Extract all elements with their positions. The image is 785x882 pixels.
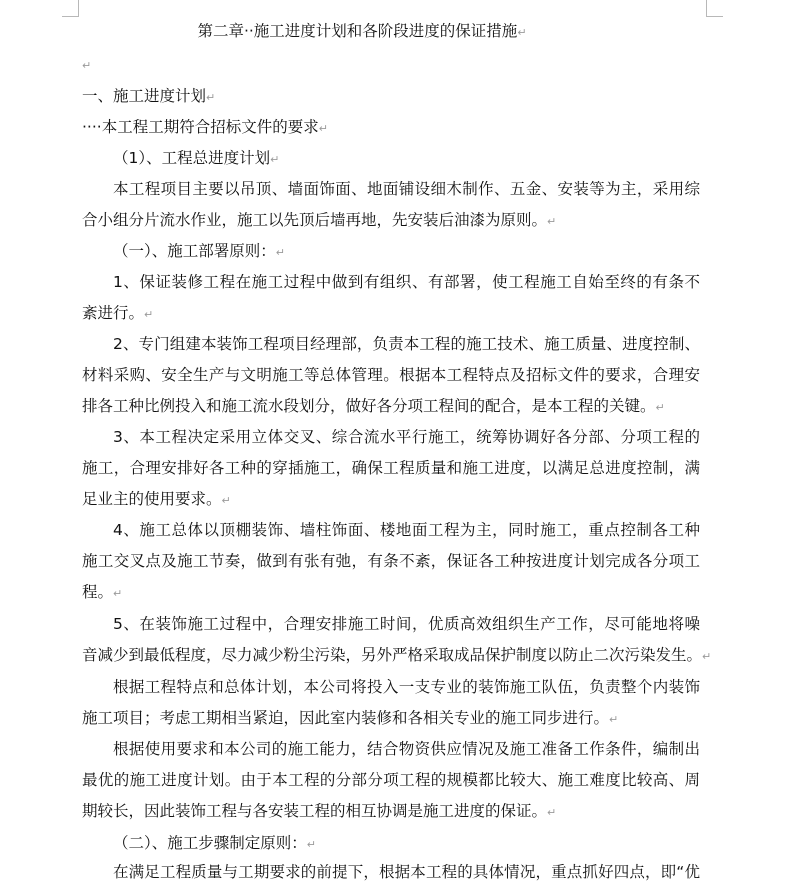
paragraph-mark: ↵ bbox=[270, 153, 280, 166]
p4-line-1: 在满足工程质量与工期要求的前提下，根据本工程的具体情况，重点抓好四点，即“优 bbox=[113, 863, 700, 881]
intro-line: ····本工程工期符合招标文件的要求↵ bbox=[82, 118, 328, 136]
paragraph-mark: ↵ bbox=[144, 308, 154, 321]
paragraph-mark: ↵ bbox=[306, 838, 316, 851]
paragraph-mark: ↵ bbox=[275, 246, 285, 259]
item5-line-2: 音减少到最低程度，尽力减少粉尘污染，另外严格采取成品保护制度以防止二次污染发生。↵ bbox=[82, 646, 712, 664]
item4-line-3: 程。↵ bbox=[82, 583, 123, 601]
item3-line-3: 足业主的使用要求。↵ bbox=[82, 490, 231, 508]
p3-line-1: 根据使用要求和本公司的施工能力，结合物资供应情况及施工准备工作条件，编制出 bbox=[113, 740, 700, 758]
p2-line-1: 根据工程特点和总体计划，本公司将投入一支专业的装饰施工队伍，负责整个内装饰 bbox=[113, 678, 700, 696]
paragraph-mark: ↵ bbox=[318, 122, 328, 135]
paragraph-mark: ↵ bbox=[655, 401, 665, 414]
paragraph-mark: ↵ bbox=[221, 494, 231, 507]
p3-line-2: 最优的施工进度计划。由于本工程的分部分项工程的规模都比较大、施工难度比较高、周 bbox=[82, 771, 700, 789]
crop-mark-top-right bbox=[706, 0, 723, 17]
empty-paragraph bbox=[82, 54, 722, 76]
item1-line-2: 紊进行。↵ bbox=[82, 304, 154, 322]
item5-line-1: 5、在装饰施工过程中，合理安排施工时间，优质高效组织生产工作，尽可能地将噪 bbox=[113, 615, 700, 633]
paragraph-mark: ↵ bbox=[82, 59, 92, 72]
p3-line-3: 期较长，因此装饰工程与各安装工程的相互协调是施工进度的保证。↵ bbox=[82, 802, 557, 820]
paragraph-mark: ↵ bbox=[547, 806, 557, 819]
item2-line-3: 排各工种比例投入和施工流水段划分，做好各分项工程间的配合，是本工程的关键。↵ bbox=[82, 397, 665, 415]
paragraph-mark: ↵ bbox=[609, 713, 619, 726]
item4-line-1: 4、施工总体以顶棚装饰、墙柱饰面、楼地面工程为主，同时施工，重点控制各工种 bbox=[113, 521, 700, 539]
item2-line-1: 2、专门组建本装饰工程项目经理部，负责本工程的施工技术、施工质量、进度控制、 bbox=[113, 335, 700, 353]
p2-line-2: 施工项目；考虑工期相当紧迫，因此室内装修和各相关专业的施工同步进行。↵ bbox=[82, 709, 619, 727]
crop-mark-top-left bbox=[62, 0, 79, 17]
item3-line-1: 3、本工程决定采用立体交叉、综合流水平行施工，统筹协调好各分部、分项工程的 bbox=[113, 428, 700, 446]
item4-line-2: 施工交叉点及施工节奏，做到有张有弛，有条不紊，保证各工种按进度计划完成各分项工 bbox=[82, 552, 700, 570]
document-title: 第二章··施工进度计划和各阶段进度的保证措施↵ bbox=[197, 22, 527, 40]
paragraph-mark: ↵ bbox=[702, 650, 712, 663]
paragraph-mark: ↵ bbox=[206, 91, 216, 104]
subheading-1: （1）、工程总进度计划↵ bbox=[113, 149, 280, 167]
p1-line-1: 本工程项目主要以吊顶、墙面饰面、地面铺设细木制作、五金、安装等为主，采用综 bbox=[113, 180, 700, 198]
item3-line-2: 施工，合理安排好各工种的穿插施工，确保工程质量和施工进度，以满足总进度控制，满 bbox=[82, 459, 700, 477]
paragraph-mark: ↵ bbox=[113, 587, 123, 600]
item2-line-2: 材料采购、安全生产与文明施工等总体管理。根据本工程特点及招标文件的要求，合理安 bbox=[82, 366, 700, 384]
subheading-a: （一）、施工部署原则：↵ bbox=[113, 242, 285, 260]
subheading-b: （二）、施工步骤制定原则：↵ bbox=[113, 834, 316, 852]
p1-line-2: 合小组分片流水作业，施工以先顶后墙再地，先安装后油漆为原则。↵ bbox=[82, 211, 557, 229]
item1-line-1: 1、保证装修工程在施工过程中做到有组织、有部署，使工程施工自始至终的有条不 bbox=[113, 273, 700, 291]
paragraph-mark: ↵ bbox=[517, 26, 527, 39]
paragraph-mark: ↵ bbox=[547, 215, 557, 228]
heading-1: 一、施工进度计划↵ bbox=[82, 87, 216, 105]
